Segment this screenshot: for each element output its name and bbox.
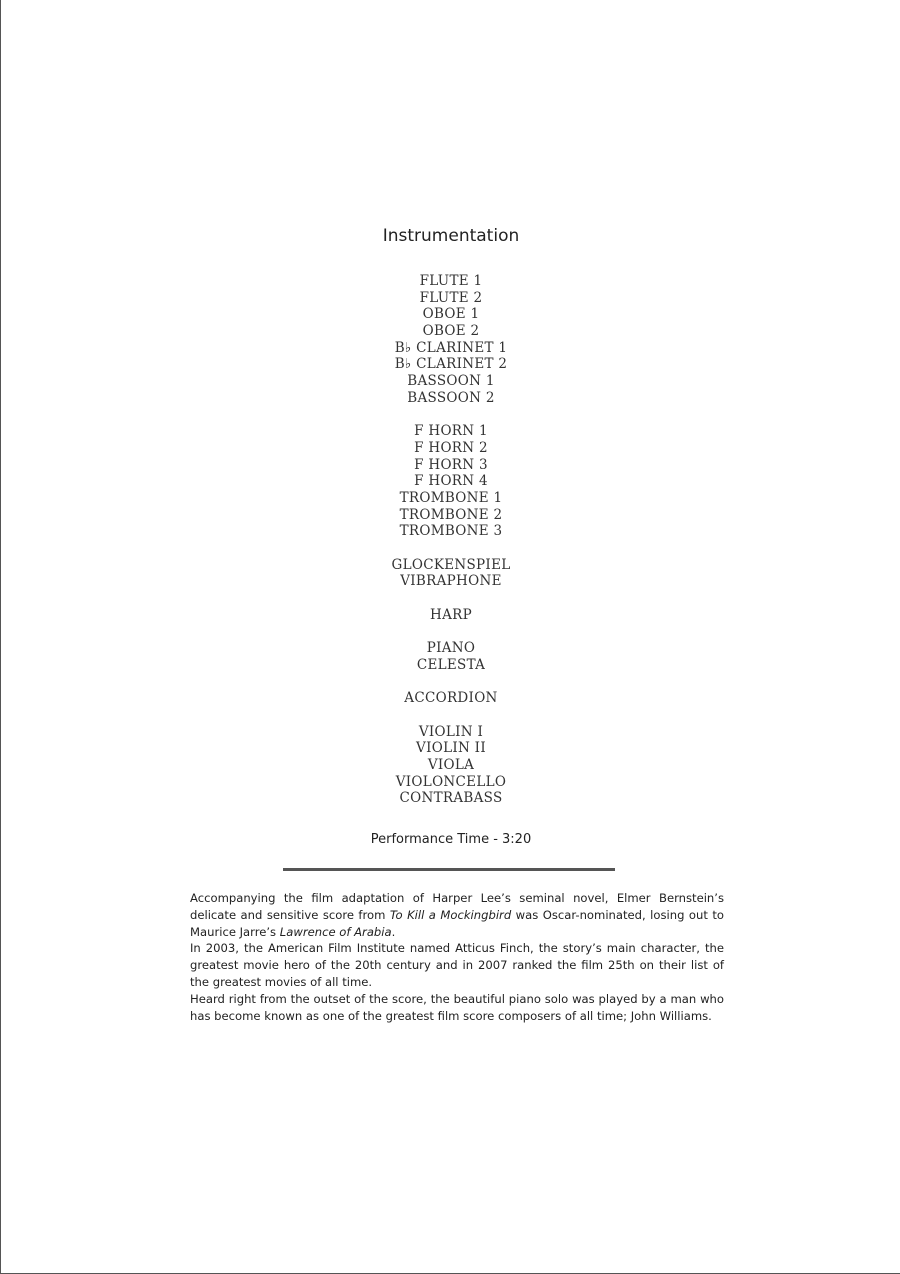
instrument-item: VIOLIN II	[416, 740, 486, 757]
instrument-item: GLOCKENSPIEL	[391, 556, 511, 573]
instrument-item: F HORN 1	[414, 423, 488, 440]
instrument-item: F HORN 4	[414, 473, 488, 490]
instrument-item: F HORN 2	[414, 439, 488, 456]
instrument-item: F HORN 3	[414, 456, 488, 473]
percussion-group	[1, 557, 900, 590]
film-title: To Kill a Mockingbird	[389, 907, 512, 922]
instrument-item: TROMBONE 1	[399, 489, 503, 506]
instrument-item: OBOE 2	[422, 323, 480, 340]
notes-text: Accompanying the film adaptation of Harper Lee’s seminal novel, Elmer Bernstein’s delicate and sensitive score from	[190, 891, 724, 922]
instrument-item: BASSOON 1	[407, 373, 495, 390]
instrument-item: ACCORDION	[404, 690, 498, 707]
instrument-item: TROMBONE 2	[399, 506, 503, 523]
woodwinds-group	[1, 273, 900, 407]
notes-paragraph: Heard right from the outset of the score, the beautiful piano solo was played by a man who has become known as one of the greatest film score composers of all time; John Williams.	[190, 991, 724, 1023]
instrument-item: VIOLA	[427, 756, 475, 773]
keyboards-group	[1, 640, 900, 673]
instrument-item: OBOE 1	[422, 306, 480, 323]
strings-group	[1, 724, 900, 807]
instrument-item: CELESTA	[416, 656, 486, 673]
instrument-item: TROMBONE 3	[399, 523, 503, 540]
instrument-item: BASSOON 2	[407, 389, 495, 406]
instrument-item: B♭ CLARINET 1	[394, 339, 508, 356]
notes-paragraph	[190, 890, 724, 940]
program-notes	[190, 890, 724, 1024]
film-title: Lawrence of Arabia	[279, 924, 392, 939]
page-title: Instrumentation	[382, 226, 520, 246]
instrument-item: CONTRABASS	[399, 790, 503, 807]
instrument-item: VIOLONCELLO	[395, 773, 507, 790]
instrument-item: VIOLIN I	[418, 723, 484, 740]
instrument-item: VIBRAPHONE	[400, 573, 502, 590]
instrument-list	[1, 273, 900, 824]
notes-text: .	[391, 924, 396, 939]
accordion-group	[1, 690, 900, 707]
notes-paragraph: In 2003, the American Film Institute named Atticus Finch, the story’s main character, the greatest movie hero of the 20th century and in 2007 ranked the film 25th on their list of the greatest movies of all time.	[190, 941, 724, 989]
instrument-item: HARP	[430, 606, 472, 623]
instrument-item: FLUTE 1	[419, 273, 483, 289]
instrument-item: B♭ CLARINET 2	[394, 356, 508, 373]
instrument-item: PIANO	[426, 640, 476, 657]
harp-group	[1, 607, 900, 624]
notes-text: was Oscar-nominated, losing out to Maurice Jarre’s	[190, 907, 724, 939]
performance-time: Performance Time - 3:20	[370, 832, 532, 847]
instrument-item: FLUTE 2	[419, 289, 483, 306]
divider	[283, 868, 615, 871]
brass-group	[1, 423, 900, 540]
